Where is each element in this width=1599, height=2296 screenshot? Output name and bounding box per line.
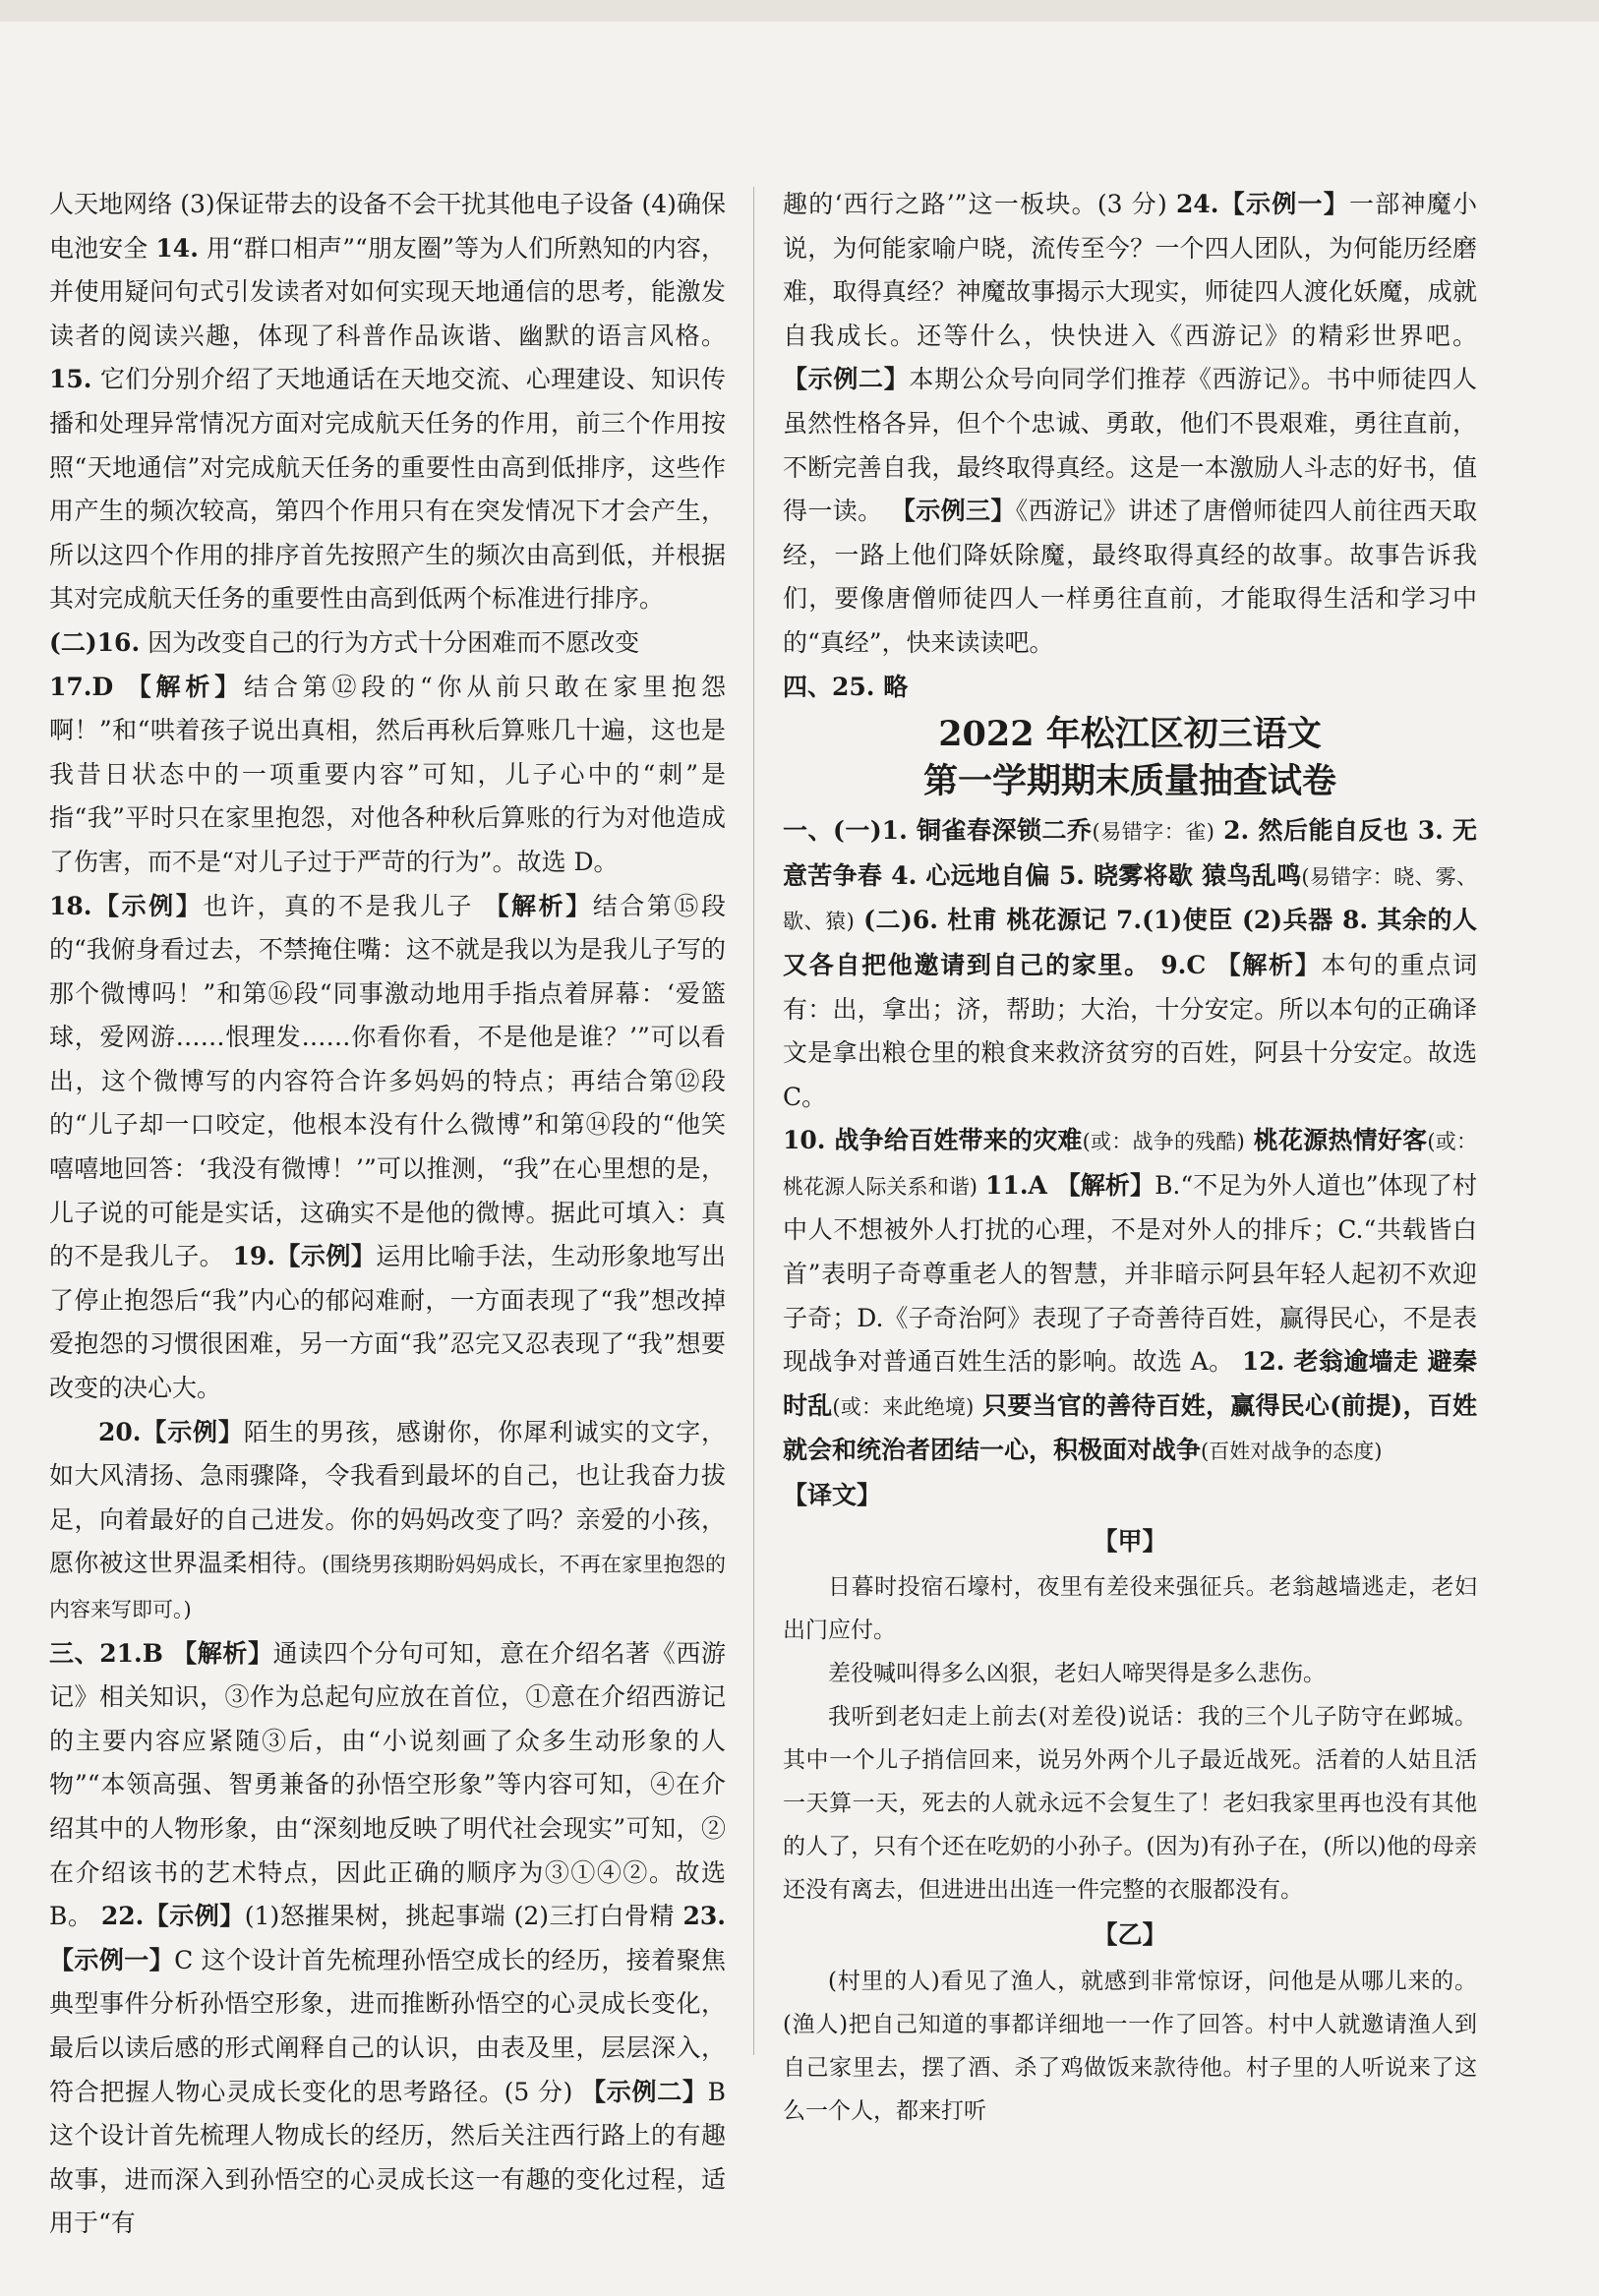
answer-paragraph: 四、25. 略 — [783, 672, 909, 701]
answer-paragraph: 三、21.B 【解析】通读四个分句可知，意在介绍名著《西游记》相关知识，③作为总起句应放在首位，①意在介绍西游记的主要内容应紧随③后，由“小说刻画了众多生动形象的人物”“本领高强、智勇兼备的孙悟空形象”等内容可知，④在介绍其中的人物形象，由“深刻地反映了明代社会现实”可知，②在介绍该书的艺术特点，因此正确的顺序为③①④②。故选 B。 22.【示例】(1)怒摧果树，挑起事端 (2)三打白骨精 23.【示例一】C 这个设计首先梳理孙悟空成长的经历，接着聚焦典型事件分析孙悟空形象，进而推断孙悟空的心灵成长变化，最后以读后感的形式阐释自己的认识，由表及里，层层深入，符合把握人物心灵成长变化的思考路径。(5 分) 【示例二】B 这个设计首先梳理人物成长的经历，然后关注西行路上的有趣故事，进而深入到孙悟空的心灵成长这一有趣的变化过程，适用于“有 — [49, 1638, 726, 2238]
answer-paragraph: (二)16. 因为改变自己的行为方式十分困难而不愿改变 — [49, 627, 640, 657]
translation-jia — [783, 1565, 1477, 1912]
scan-top-edge — [0, 0, 1599, 22]
answer-paragraph: 10. 战争给百姓带来的灾难(或：战争的残酷) 桃花源热情好客(或：桃花源人际关系和谐) 11.A 【解析】B.“不足为外人道也”体现了村中人不想被外人打扰的心理，不是对外人的排斥；C.“共载皆白首”表明子奇尊重老人的智慧，并非暗示阿县年轻人起初不欢迎子奇；D.《子奇治阿》表现了子奇善待百姓，赢得民心，不是表现战争对普通百姓生活的影响。故选 A。 12. 老翁逾墙走 避秦时乱(或：来此绝境) 只要当官的善待百姓，赢得民心(前提)，百姓就会和统治者团结一心，积极面对战争(百姓对战争的态度) — [783, 1126, 1478, 1465]
exam-title-line2: 第一学期期末质量抽查试卷 — [922, 761, 1336, 802]
translation-jia-heading: 【甲】 — [1093, 1526, 1167, 1556]
translation-paragraph: (村里的人)看见了渔人，就感到非常惊讶，问他是从哪儿来的。(渔人)把自己知道的事都详细地一一作了回答。村中人就邀请渔人到自己家里去，摆了酒、杀了鸡做饭来款待他。村子里的人听说来了这么一个人，都来打听 — [783, 1968, 1477, 2124]
answer-paragraph: 人天地网络 (3)保证带去的设备不会干扰其他电子设备 (4)确保电池安全 14. 用“群口相声”“朋友圈”等为人们所熟知的内容，并使用疑问句式引发读者对如何实现天地通信的思考，能激发读者的阅读兴趣，体现了科普作品诙谐、幽默的语言风格。 15. 它们分别介绍了天地通话在天地交流、心理建设、知识传播和处理异常情况方面对完成航天任务的作用，前三个作用按照“天地通信”对完成航天任务的重要性由高到低排序，这些作用产生的频次较高，第四个作用只有在突发情况下才会产生，所以这四个作用的排序首先按照产生的频次由高到低，并根据其对完成航天任务的重要性由高到低两个标准进行排序。 — [49, 190, 726, 614]
left-column — [49, 183, 726, 2246]
answer-paragraph: 20.【示例】陌生的男孩，感谢你，你犀利诚实的文字，如大风清扬、急雨骤降，令我看到最坏的自己，也让我奋力拔足，向着最好的自己进发。你的妈妈改变了吗？亲爱的小孩，愿你被这世界温柔相待。(围绕男孩期盼妈妈成长，不再在家里抱怨的内容来写即可。) — [49, 1417, 726, 1621]
translation-paragraph: 差役喊叫得多么凶狠，老妇人啼哭得是多么悲伤。 — [828, 1661, 1326, 1687]
translation-paragraph: 我听到老妇走上前去(对差役)说话：我的三个儿子防守在邺城。其中一个儿子捎信回来，说另外两个儿子最近战死。活着的人姑且活一天算一天，死去的人就永远不会复生了！老妇我家里再也没有其他的人了，只有个还在吃奶的小孙子。(因为)有孙子在，(所以)他的母亲还没有离去，但进进出出连一件完整的衣服都没有。 — [783, 1704, 1477, 1904]
answer-paragraph: 18.【示例】也许，真的不是我儿子 【解析】结合第⑮段的“我俯身看过去，不禁掩住嘴：这不就是我以为是我儿子写的那个微博吗！”和第⑯段“同事激动地用手指点着屏幕：‘爱篮球，爱网游……恨理发……你看你看，不是他是谁？’”可以看出，这个微博写的内容符合许多妈妈的特点；再结合第⑫段的“儿子却一口咬定，他根本没有什么微博”和第⑭段的“他笑嘻嘻地回答：‘我没有微博！’”可以推测，“我”在心里想的是，儿子说的可能是实话，这确实不是他的微博。据此可填入：真的不是我儿子。 19.【示例】运用比喻手法，生动形象地写出了停止抱怨后“我”内心的郁闷难耐，一方面表现了“我”想改掉爱抱怨的习惯很困难，另一方面“我”忍完又忍表现了“我”想要改变的决心大。 — [49, 891, 726, 1403]
exam-title-line1: 2022 年松江区初三语文 — [938, 714, 1322, 755]
translation-paragraph: 日暮时投宿石壕村，夜里有差役来强征兵。老翁越墙逃走，老妇出门应付。 — [783, 1574, 1477, 1644]
column-divider — [753, 187, 754, 2055]
answer-paragraph: 一、(一)1. 铜雀春深锁二乔(易错字：雀) 2. 然后能自反也 3. 无意苦争春 4. 心远地自偏 5. 晓雾将歇 猿鸟乱鸣(易错字：晓、雾、歇、猿) (二)6. 杜甫 桃花源记 7.(1)使臣 (2)兵器 8. 其余的人又各自把他邀请到自己的家里。 9.C 【解析】本句的重点词有：出，拿出；济，帮助；大治，十分安定。所以本句的正确译文是拿出粮仓里的粮食来救济贫穷的百姓，阿县十分安定。故选 C。 — [783, 816, 1477, 1111]
translation-yi-heading: 【乙】 — [1093, 1920, 1167, 1950]
answer-paragraph: 趣的‘西行之路’”这一板块。(3 分) 24.【示例一】一部神魔小说，为何能家喻户晓，流传至今？一个四人团队，为何能历经磨难，取得真经？神魔故事揭示大现实，师徒四人渡化妖魔，成就自我成长。还等什么，快快进入《西游记》的精彩世界吧。 【示例二】本期公众号向同学们推荐《西游记》。书中师徒四人虽然性格各异，但个个忠诚、勇敢，他们不畏艰难，勇往直前，不断完善自我，最终取得真经。这是一本激励人斗志的好书，值得一读。 【示例三】《西游记》讲述了唐僧师徒四人前往西天取经，一路上他们降妖除魔，最终取得真经的故事。故事告诉我们，要像唐僧师徒四人一样勇往直前，才能取得生活和学习中的“真经”，快来读读吧。 — [783, 190, 1477, 657]
right-column — [783, 183, 1477, 2133]
answer-paragraph: 17.D 【解析】结合第⑫段的“你从前只敢在家里抱怨啊！”和“哄着孩子说出真相，然后再秋后算账几十遍，这也是我昔日状态中的一项重要内容”可知，儿子心中的“刺”是指“我”平时只在家里抱怨，对他各种秋后算账的行为对他造成了伤害，而不是“对儿子过于严苛的行为”。故选 D。 — [49, 672, 726, 876]
translation-label: 【译文】 — [783, 1481, 882, 1510]
exam-title — [783, 711, 1477, 805]
translation-yi — [783, 1960, 1477, 2133]
